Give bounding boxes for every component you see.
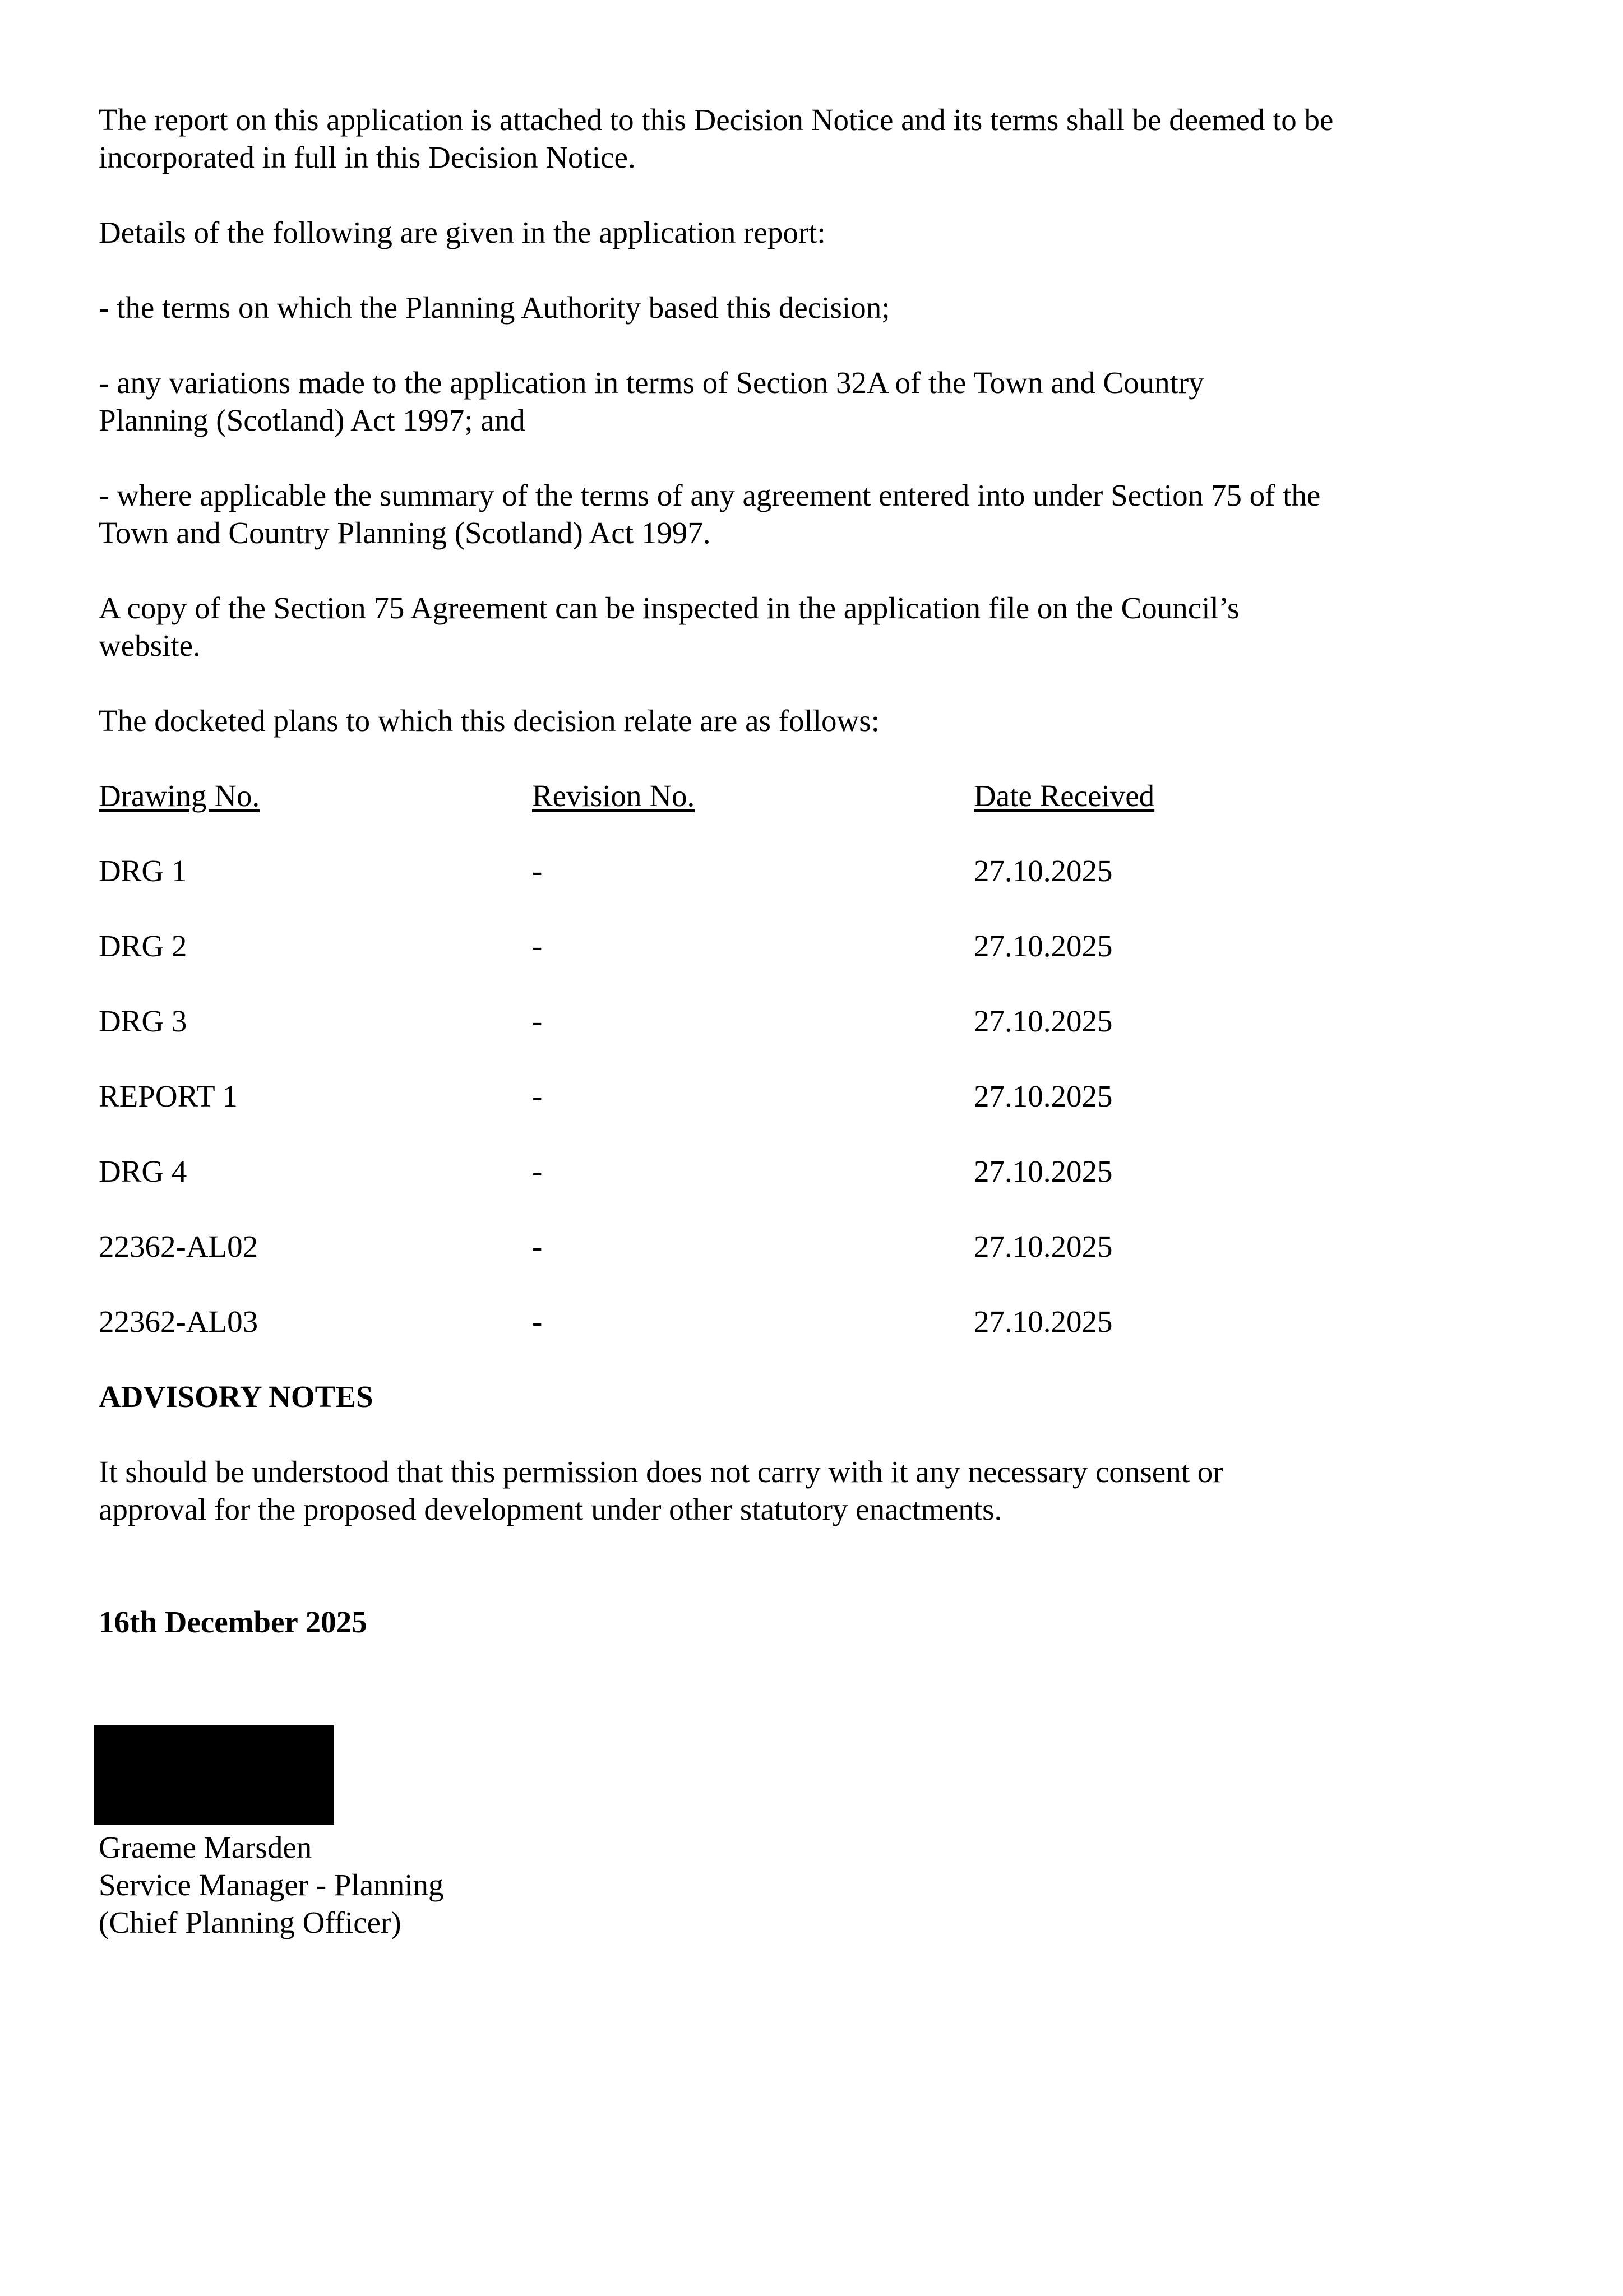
- plans-table: [99, 777, 1388, 1340]
- date-received-cell: 27.10.2025: [974, 1304, 1113, 1339]
- docketed-plans-paragraph: The docketed plans to which this decision relate are as follows:: [99, 703, 880, 738]
- revision-no-header: Revision No.: [532, 779, 695, 813]
- drawing-no-cell: REPORT 1: [99, 1079, 238, 1113]
- advisory-notes-heading: ADVISORY NOTES: [99, 1380, 373, 1414]
- table-row: [99, 1002, 1388, 1040]
- table-row: [99, 1077, 1388, 1115]
- details-paragraph: Details of the following are given in the application report:: [99, 215, 826, 249]
- terms-bullet: - the terms on which the Planning Authority based this decision;: [99, 290, 890, 325]
- variations-bullet: - any variations made to the application in terms of Section 32A of the Town and Country Planning (Scotland) Act 1997; and: [99, 365, 1204, 437]
- revision-no-cell: -: [532, 1154, 543, 1188]
- decision-notice-page: [99, 101, 1388, 1641]
- intro-paragraph: The report on this application is attached to this Decision Notice and its terms shall be deemed to be incorporated in full in this Decision Notice.: [99, 103, 1334, 174]
- section-75-bullet: - where applicable the summary of the terms of any agreement entered into under Section 75 of the Town and Country Planning (Scotland) Act 1997.: [99, 478, 1321, 550]
- agreement-paragraph: A copy of the Section 75 Agreement can be inspected in the application file on the Council’s website.: [99, 591, 1240, 663]
- revision-no-cell: -: [532, 1304, 543, 1339]
- date-received-cell: 27.10.2025: [974, 1229, 1113, 1263]
- drawing-no-cell: DRG 2: [99, 929, 187, 963]
- signatory-title: Service Manager - Planning: [99, 1868, 444, 1902]
- drawing-no-header: Drawing No.: [99, 779, 260, 813]
- revision-no-cell: -: [532, 1079, 543, 1113]
- table-row: [99, 1152, 1388, 1190]
- date-received-cell: 27.10.2025: [974, 929, 1113, 963]
- table-row: [99, 1228, 1388, 1265]
- signatory-block: [99, 1829, 444, 1941]
- date-received-cell: 27.10.2025: [974, 1079, 1113, 1113]
- revision-no-cell: -: [532, 1229, 543, 1263]
- decision-date: 16th December 2025: [99, 1605, 367, 1639]
- table-row: [99, 852, 1388, 890]
- drawing-no-cell: 22362-AL02: [99, 1229, 258, 1263]
- revision-no-cell: -: [532, 854, 543, 888]
- table-row: [99, 927, 1388, 965]
- advisory-notes-text: It should be understood that this permission does not carry with it any necessary consent or approval for the proposed development under other statutory enactments.: [99, 1455, 1223, 1526]
- signatory-name: Graeme Marsden: [99, 1830, 312, 1864]
- date-received-cell: 27.10.2025: [974, 1154, 1113, 1188]
- date-received-cell: 27.10.2025: [974, 1004, 1113, 1038]
- revision-no-cell: -: [532, 929, 543, 963]
- signatory-role: (Chief Planning Officer): [99, 1905, 401, 1939]
- redacted-signature: [94, 1725, 334, 1825]
- drawing-no-cell: DRG 4: [99, 1154, 187, 1188]
- date-received-cell: 27.10.2025: [974, 854, 1113, 888]
- revision-no-cell: -: [532, 1004, 543, 1038]
- table-row: [99, 1303, 1388, 1340]
- drawing-no-cell: DRG 3: [99, 1004, 187, 1038]
- date-received-header: Date Received: [974, 779, 1155, 813]
- table-header-row: [99, 777, 1388, 814]
- drawing-no-cell: DRG 1: [99, 854, 187, 888]
- drawing-no-cell: 22362-AL03: [99, 1304, 258, 1339]
